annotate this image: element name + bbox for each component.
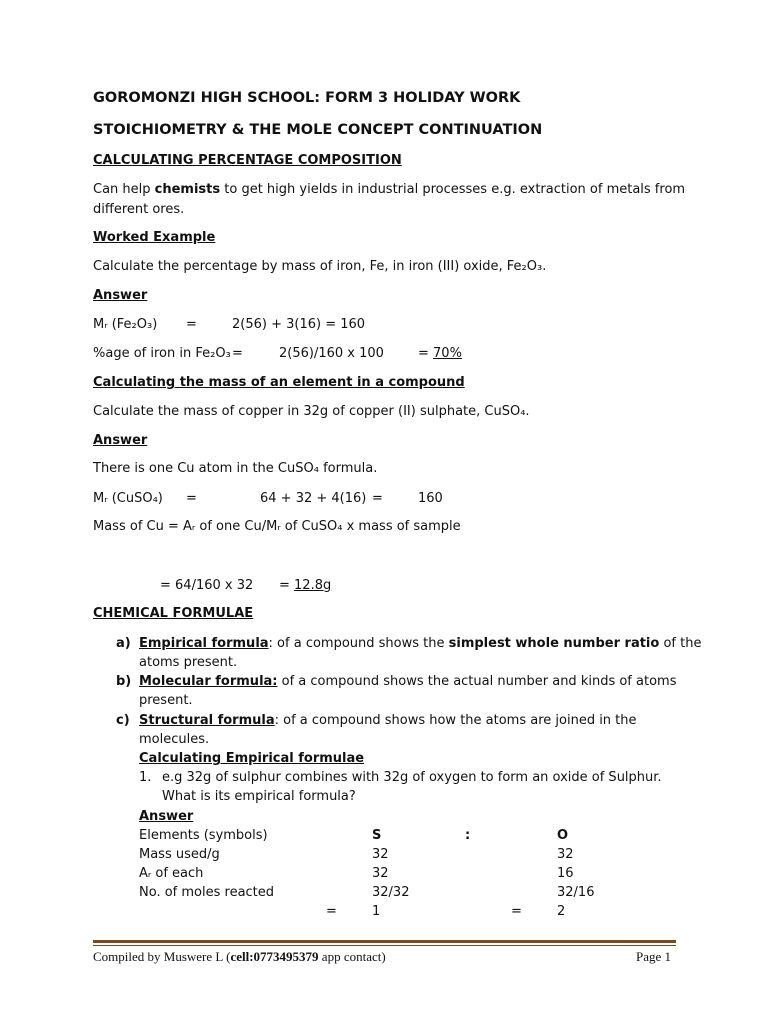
pct-iron-equals: = — [232, 346, 243, 361]
list-item-structural: Structural formula: of a compound shows how the atoms are joined in the — [139, 713, 637, 728]
table-cell-o: 32/16 — [557, 885, 595, 900]
table-cell-o: 16 — [557, 866, 574, 881]
pct-iron-result: = 70% — [418, 346, 462, 361]
worked-example-label: Worked Example — [93, 230, 216, 245]
footer-credit: Compiled by Muswere L (cell:0773495379 app contact) — [93, 949, 386, 964]
table-row-label: Elements (symbols) — [139, 828, 268, 843]
section-heading-percentage: CALCULATING PERCENTAGE COMPOSITION — [93, 153, 402, 168]
pct-iron-calc: 2(56)/160 x 100 — [279, 346, 384, 361]
table-row-label: Mass used/g — [139, 847, 220, 862]
list-item-empirical-cont: atoms present. — [139, 655, 238, 670]
question-2: Calculate the mass of copper in 32g of copper (II) sulphate, CuSO₄. — [93, 404, 530, 419]
table-cell-s: S — [372, 828, 382, 843]
list-marker-b: b) — [116, 674, 132, 689]
page-number: Page 1 — [636, 949, 672, 964]
mr-cuso4-equals-2: = — [372, 491, 383, 506]
document-subtitle: STOICHIOMETRY & THE MOLE CONCEPT CONTINUATION — [93, 122, 543, 138]
answer-label-2: Answer — [93, 433, 148, 448]
mr-cuso4-calc: 64 + 32 + 4(16) — [260, 491, 367, 506]
mr-cuso4-equals: = — [186, 491, 197, 506]
table-cell-s: 32/32 — [372, 885, 410, 900]
intro-line-1: Can help chemists to get high yields in industrial processes e.g. extraction of metals from — [93, 182, 686, 197]
mass-of-cu-formula: Mass of Cu = Aᵣ of one Cu/Mᵣ of CuSO₄ x mass of sample — [93, 519, 461, 534]
list-item-structural-cont: molecules. — [139, 732, 210, 747]
result-o: 2 — [557, 904, 566, 919]
pct-iron-label: %age of iron in Fe₂O₃ — [93, 346, 231, 361]
answer-label-1: Answer — [93, 288, 148, 303]
section-heading-chemical-formulae: CHEMICAL FORMULAE — [93, 606, 254, 621]
empirical-subheading: Calculating Empirical formulae — [139, 751, 365, 766]
mr-fe2o3-equals: = — [186, 317, 197, 332]
result-equals-s: = — [326, 904, 337, 919]
result-s: 1 — [372, 904, 381, 919]
table-cell-separator: : — [465, 828, 471, 843]
question-3-line-1: e.g 32g of sulphur combines with 32g of oxygen to form an oxide of Sulphur. — [162, 770, 662, 785]
mr-cuso4-label: Mᵣ (CuSO₄) — [93, 491, 163, 506]
table-row-label: No. of moles reacted — [139, 885, 275, 900]
list-item-molecular: Molecular formula: of a compound shows the actual number and kinds of atoms — [139, 674, 677, 689]
table-cell-s: 32 — [372, 866, 389, 881]
cu-mass-result: = 12.8g — [279, 578, 332, 593]
answer-label-3: Answer — [139, 809, 194, 824]
question-3-marker: 1. — [139, 770, 152, 785]
table-cell-s: 32 — [372, 847, 389, 862]
mr-fe2o3-label: Mᵣ (Fe₂O₃) — [93, 317, 158, 332]
intro-line-2: different ores. — [93, 202, 185, 217]
footer-rule — [93, 940, 676, 943]
question-1: Calculate the percentage by mass of iron, Fe, in iron (III) oxide, Fe₂O₃. — [93, 259, 547, 274]
cu-atom-line: There is one Cu atom in the CuSO₄ formula. — [93, 461, 378, 476]
mr-fe2o3-value: 2(56) + 3(16) = 160 — [232, 317, 366, 332]
table-cell-o: O — [557, 828, 569, 843]
cu-mass-calc: = 64/160 x 32 — [160, 578, 254, 593]
footer-rule-thin — [93, 945, 676, 946]
section-heading-mass-element: Calculating the mass of an element in a compound — [93, 375, 465, 390]
question-3-line-2: What is its empirical formula? — [162, 789, 356, 804]
list-item-molecular-cont: present. — [139, 693, 193, 708]
table-cell-o: 32 — [557, 847, 574, 862]
document-title: GOROMONZI HIGH SCHOOL: FORM 3 HOLIDAY WORK — [93, 90, 521, 106]
list-marker-c: c) — [116, 713, 130, 728]
list-marker-a: a) — [116, 636, 131, 651]
list-item-empirical: Empirical formula: of a compound shows the simplest whole number ratio of the — [139, 636, 702, 651]
result-equals-o: = — [511, 904, 522, 919]
mr-cuso4-value: 160 — [418, 491, 443, 506]
table-row-label: Aᵣ of each — [139, 866, 204, 881]
